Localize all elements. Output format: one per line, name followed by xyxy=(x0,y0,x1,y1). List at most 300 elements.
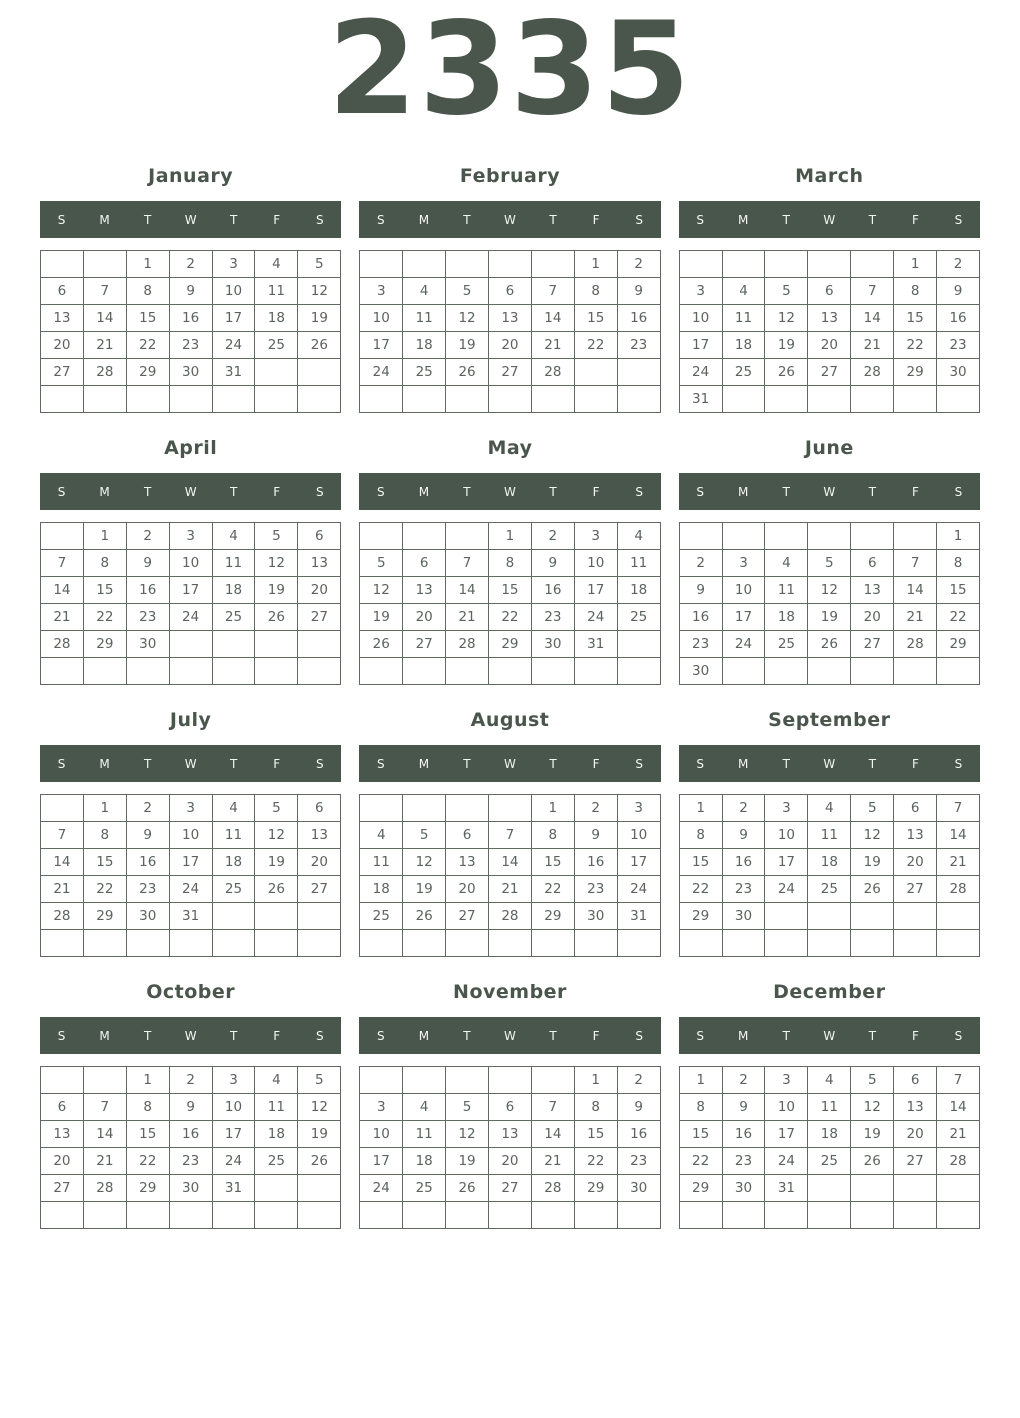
empty-day-cell xyxy=(617,386,660,413)
day-cell: 28 xyxy=(937,1148,980,1175)
week-row xyxy=(360,278,660,305)
week-row xyxy=(360,1067,660,1094)
day-cell: 13 xyxy=(894,1094,937,1121)
weekday-label: S xyxy=(315,212,324,227)
day-cell: 1 xyxy=(83,523,126,550)
weekday-label: S xyxy=(57,484,66,499)
day-cell: 14 xyxy=(851,305,894,332)
day-cell: 19 xyxy=(298,305,341,332)
day-cell: 22 xyxy=(83,604,126,631)
day-cell: 13 xyxy=(298,822,341,849)
weekday-label: T xyxy=(230,756,238,771)
day-cell: 19 xyxy=(255,849,298,876)
day-cell: 7 xyxy=(446,550,489,577)
day-cell: 8 xyxy=(574,278,617,305)
empty-day-cell xyxy=(360,386,403,413)
week-row xyxy=(679,822,979,849)
day-cell: 8 xyxy=(574,1094,617,1121)
empty-day-cell xyxy=(531,251,574,278)
empty-day-cell xyxy=(169,930,212,957)
week-row xyxy=(679,359,979,386)
empty-day-cell xyxy=(489,386,532,413)
day-cell: 9 xyxy=(722,822,765,849)
empty-day-cell xyxy=(255,631,298,658)
empty-day-cell xyxy=(894,930,937,957)
day-cell: 7 xyxy=(937,1067,980,1094)
month-day-grid xyxy=(679,250,980,413)
day-cell: 12 xyxy=(298,1094,341,1121)
week-row xyxy=(679,604,979,631)
day-cell: 11 xyxy=(808,1094,851,1121)
day-cell: 3 xyxy=(360,278,403,305)
weekday-label: S xyxy=(315,756,324,771)
day-cell: 23 xyxy=(574,876,617,903)
day-cell: 12 xyxy=(851,1094,894,1121)
weekday-label: F xyxy=(911,756,919,771)
empty-day-cell xyxy=(722,523,765,550)
weekday-label: S xyxy=(954,756,963,771)
month-day-grid xyxy=(359,794,660,957)
day-cell: 21 xyxy=(851,332,894,359)
empty-day-cell xyxy=(722,1202,765,1229)
day-cell: 10 xyxy=(765,1094,808,1121)
day-cell: 2 xyxy=(617,251,660,278)
day-cell: 11 xyxy=(765,577,808,604)
day-cell: 19 xyxy=(255,577,298,604)
weekday-label: T xyxy=(143,212,152,227)
empty-day-cell xyxy=(41,386,84,413)
weekday-label: S xyxy=(635,1028,643,1043)
weekday-label: S xyxy=(635,756,643,771)
empty-day-cell xyxy=(403,930,446,957)
empty-day-cell xyxy=(851,523,894,550)
day-cell: 28 xyxy=(531,1175,574,1202)
day-cell: 29 xyxy=(574,1175,617,1202)
day-cell: 10 xyxy=(574,550,617,577)
day-cell: 14 xyxy=(41,577,84,604)
year-title: 2335 xyxy=(327,0,693,144)
weekday-label: T xyxy=(868,1028,877,1043)
week-row xyxy=(41,359,341,386)
day-cell: 1 xyxy=(679,795,722,822)
day-cell: 12 xyxy=(255,822,298,849)
day-cell: 20 xyxy=(489,332,532,359)
day-cell: 27 xyxy=(446,903,489,930)
week-row xyxy=(679,795,979,822)
day-cell: 27 xyxy=(403,631,446,658)
week-row xyxy=(679,523,979,550)
empty-day-cell xyxy=(937,1175,980,1202)
day-cell: 22 xyxy=(83,876,126,903)
day-cell: 28 xyxy=(446,631,489,658)
week-row xyxy=(679,386,979,413)
weekday-label: W xyxy=(504,212,516,227)
empty-day-cell xyxy=(403,658,446,685)
month-title: June xyxy=(804,436,854,459)
week-row xyxy=(41,305,341,332)
day-cell: 24 xyxy=(765,1148,808,1175)
weekday-label: S xyxy=(315,1028,324,1043)
day-cell: 14 xyxy=(446,577,489,604)
day-cell: 8 xyxy=(126,1094,169,1121)
week-row xyxy=(360,386,660,413)
empty-day-cell xyxy=(894,523,937,550)
day-cell: 29 xyxy=(894,359,937,386)
empty-day-cell xyxy=(446,1202,489,1229)
weekday-label: T xyxy=(549,484,557,499)
month-title: September xyxy=(768,708,891,731)
day-cell: 17 xyxy=(722,604,765,631)
empty-day-cell xyxy=(722,658,765,685)
day-cell: 31 xyxy=(212,1175,255,1202)
day-cell: 16 xyxy=(937,305,980,332)
week-row xyxy=(360,930,660,957)
day-cell: 30 xyxy=(617,1175,660,1202)
empty-day-cell xyxy=(937,903,980,930)
day-cell: 4 xyxy=(255,251,298,278)
weekday-label: F xyxy=(273,1028,281,1043)
empty-day-cell xyxy=(765,251,808,278)
day-cell: 18 xyxy=(212,577,255,604)
day-cell: 14 xyxy=(489,849,532,876)
day-cell: 28 xyxy=(83,359,126,386)
day-cell: 21 xyxy=(531,1148,574,1175)
day-cell: 24 xyxy=(360,359,403,386)
weekday-label: S xyxy=(57,1028,66,1043)
empty-day-cell xyxy=(765,1202,808,1229)
day-cell: 18 xyxy=(255,305,298,332)
day-cell: 14 xyxy=(937,1094,980,1121)
empty-day-cell xyxy=(617,631,660,658)
day-cell: 18 xyxy=(765,604,808,631)
day-cell: 7 xyxy=(41,550,84,577)
day-cell: 3 xyxy=(574,523,617,550)
day-cell: 13 xyxy=(894,822,937,849)
day-cell: 25 xyxy=(360,903,403,930)
empty-day-cell xyxy=(255,658,298,685)
day-cell: 2 xyxy=(617,1067,660,1094)
month-september xyxy=(679,694,980,957)
empty-day-cell xyxy=(808,386,851,413)
day-cell: 16 xyxy=(169,1121,212,1148)
empty-day-cell xyxy=(298,631,341,658)
day-cell: 31 xyxy=(212,359,255,386)
day-cell: 17 xyxy=(679,332,722,359)
weekday-label: S xyxy=(696,212,704,227)
day-cell: 6 xyxy=(446,822,489,849)
empty-day-cell xyxy=(169,386,212,413)
day-cell: 15 xyxy=(83,849,126,876)
day-cell: 12 xyxy=(808,577,851,604)
day-cell: 4 xyxy=(212,795,255,822)
week-row xyxy=(679,305,979,332)
day-cell: 20 xyxy=(41,332,84,359)
day-cell: 16 xyxy=(126,577,169,604)
day-cell: 9 xyxy=(679,577,722,604)
empty-day-cell xyxy=(531,658,574,685)
month-day-grid xyxy=(359,522,660,685)
day-cell: 23 xyxy=(937,332,980,359)
day-cell: 19 xyxy=(360,604,403,631)
day-cell: 13 xyxy=(41,1121,84,1148)
week-row xyxy=(41,1094,341,1121)
day-cell: 29 xyxy=(83,631,126,658)
day-cell: 26 xyxy=(255,604,298,631)
empty-day-cell xyxy=(403,386,446,413)
empty-day-cell xyxy=(298,359,341,386)
empty-day-cell xyxy=(255,386,298,413)
day-cell: 21 xyxy=(489,876,532,903)
day-cell: 25 xyxy=(808,1148,851,1175)
day-cell: 5 xyxy=(255,795,298,822)
day-cell: 26 xyxy=(255,876,298,903)
empty-day-cell xyxy=(679,930,722,957)
weekday-header-row xyxy=(359,473,660,510)
day-cell: 22 xyxy=(126,332,169,359)
empty-day-cell xyxy=(851,386,894,413)
day-cell: 1 xyxy=(574,251,617,278)
day-cell: 30 xyxy=(169,359,212,386)
empty-day-cell xyxy=(41,658,84,685)
week-row xyxy=(41,876,341,903)
month-day-grid xyxy=(359,250,660,413)
day-cell: 3 xyxy=(169,795,212,822)
day-cell: 18 xyxy=(212,849,255,876)
weekday-label: T xyxy=(782,756,790,771)
week-row xyxy=(679,849,979,876)
weekday-label: T xyxy=(463,1028,471,1043)
weekday-label: W xyxy=(184,1028,197,1043)
day-cell: 15 xyxy=(83,577,126,604)
day-cell: 26 xyxy=(851,876,894,903)
empty-day-cell xyxy=(298,1175,341,1202)
day-cell: 1 xyxy=(531,795,574,822)
day-cell: 13 xyxy=(489,305,532,332)
day-cell: 18 xyxy=(617,577,660,604)
day-cell: 10 xyxy=(212,1094,255,1121)
month-day-grid xyxy=(679,522,980,685)
month-title: March xyxy=(795,164,864,187)
day-cell: 2 xyxy=(531,523,574,550)
empty-day-cell xyxy=(851,1175,894,1202)
day-cell: 4 xyxy=(808,1067,851,1094)
day-cell: 3 xyxy=(212,1067,255,1094)
day-cell: 28 xyxy=(531,359,574,386)
day-cell: 25 xyxy=(765,631,808,658)
weekday-header-row xyxy=(679,473,980,510)
weekday-label: M xyxy=(99,484,110,499)
day-cell: 25 xyxy=(617,604,660,631)
day-cell: 5 xyxy=(403,822,446,849)
day-cell: 17 xyxy=(169,849,212,876)
week-row xyxy=(360,604,660,631)
day-cell: 16 xyxy=(617,1121,660,1148)
day-cell: 30 xyxy=(722,1175,765,1202)
weekday-label: W xyxy=(823,484,836,499)
empty-day-cell xyxy=(679,1202,722,1229)
weekday-label: M xyxy=(99,1028,110,1043)
day-cell: 28 xyxy=(894,631,937,658)
empty-day-cell xyxy=(617,359,660,386)
day-cell: 9 xyxy=(937,278,980,305)
week-row xyxy=(41,332,341,359)
day-cell: 12 xyxy=(298,278,341,305)
empty-day-cell xyxy=(574,386,617,413)
day-cell: 15 xyxy=(574,305,617,332)
day-cell: 4 xyxy=(765,550,808,577)
day-cell: 9 xyxy=(722,1094,765,1121)
day-cell: 28 xyxy=(41,631,84,658)
day-cell: 27 xyxy=(41,359,84,386)
day-cell: 21 xyxy=(41,876,84,903)
day-cell: 11 xyxy=(255,1094,298,1121)
empty-day-cell xyxy=(808,1175,851,1202)
empty-day-cell xyxy=(679,251,722,278)
weekday-label: T xyxy=(549,1028,557,1043)
day-cell: 22 xyxy=(489,604,532,631)
day-cell: 26 xyxy=(360,631,403,658)
day-cell: 16 xyxy=(126,849,169,876)
month-november xyxy=(359,966,660,1229)
day-cell: 30 xyxy=(722,903,765,930)
weekday-label: W xyxy=(823,212,836,227)
day-cell: 6 xyxy=(851,550,894,577)
empty-day-cell xyxy=(937,386,980,413)
weekday-label: S xyxy=(377,756,385,771)
day-cell: 9 xyxy=(617,1094,660,1121)
empty-day-cell xyxy=(489,930,532,957)
empty-day-cell xyxy=(126,1202,169,1229)
weekday-label: M xyxy=(738,1028,749,1043)
empty-day-cell xyxy=(894,903,937,930)
empty-day-cell xyxy=(808,930,851,957)
weekday-label: W xyxy=(184,212,197,227)
empty-day-cell xyxy=(255,903,298,930)
months-grid xyxy=(0,150,1020,1229)
weekday-label: M xyxy=(738,212,749,227)
day-cell: 27 xyxy=(489,1175,532,1202)
day-cell: 6 xyxy=(894,795,937,822)
week-row xyxy=(41,1175,341,1202)
day-cell: 20 xyxy=(41,1148,84,1175)
empty-day-cell xyxy=(808,1202,851,1229)
day-cell: 19 xyxy=(808,604,851,631)
day-cell: 3 xyxy=(169,523,212,550)
day-cell: 10 xyxy=(617,822,660,849)
empty-day-cell xyxy=(489,251,532,278)
weekday-label: S xyxy=(377,1028,385,1043)
empty-day-cell xyxy=(298,386,341,413)
empty-day-cell xyxy=(212,658,255,685)
day-cell: 6 xyxy=(489,1094,532,1121)
empty-day-cell xyxy=(446,658,489,685)
week-row xyxy=(679,278,979,305)
day-cell: 20 xyxy=(446,876,489,903)
week-row xyxy=(360,903,660,930)
week-row xyxy=(41,658,341,685)
day-cell: 24 xyxy=(212,1148,255,1175)
day-cell: 6 xyxy=(894,1067,937,1094)
day-cell: 26 xyxy=(298,1148,341,1175)
day-cell: 23 xyxy=(169,332,212,359)
day-cell: 13 xyxy=(446,849,489,876)
day-cell: 9 xyxy=(126,822,169,849)
day-cell: 31 xyxy=(765,1175,808,1202)
day-cell: 12 xyxy=(255,550,298,577)
empty-day-cell xyxy=(531,386,574,413)
weekday-label: T xyxy=(230,1028,238,1043)
week-row xyxy=(360,876,660,903)
weekday-label: S xyxy=(954,212,963,227)
day-cell: 18 xyxy=(403,332,446,359)
day-cell: 17 xyxy=(765,849,808,876)
weekday-label: F xyxy=(273,756,281,771)
day-cell: 23 xyxy=(617,1148,660,1175)
day-cell: 6 xyxy=(808,278,851,305)
month-october xyxy=(40,966,341,1229)
day-cell: 23 xyxy=(126,604,169,631)
day-cell: 30 xyxy=(126,903,169,930)
week-row xyxy=(360,523,660,550)
day-cell: 11 xyxy=(722,305,765,332)
empty-day-cell xyxy=(765,658,808,685)
weekday-label: M xyxy=(738,756,749,771)
day-cell: 15 xyxy=(574,1121,617,1148)
empty-day-cell xyxy=(617,1202,660,1229)
day-cell: 18 xyxy=(255,1121,298,1148)
day-cell: 17 xyxy=(169,577,212,604)
day-cell: 16 xyxy=(531,577,574,604)
day-cell: 24 xyxy=(169,876,212,903)
day-cell: 21 xyxy=(41,604,84,631)
day-cell: 1 xyxy=(574,1067,617,1094)
day-cell: 4 xyxy=(403,278,446,305)
day-cell: 23 xyxy=(169,1148,212,1175)
week-row xyxy=(360,550,660,577)
day-cell: 22 xyxy=(894,332,937,359)
day-cell: 4 xyxy=(255,1067,298,1094)
day-cell: 29 xyxy=(937,631,980,658)
day-cell: 24 xyxy=(722,631,765,658)
week-row xyxy=(41,577,341,604)
day-cell: 17 xyxy=(212,305,255,332)
weekday-label: S xyxy=(377,484,385,499)
day-cell: 2 xyxy=(126,795,169,822)
day-cell: 29 xyxy=(126,1175,169,1202)
day-cell: 9 xyxy=(617,278,660,305)
empty-day-cell xyxy=(531,930,574,957)
day-cell: 16 xyxy=(617,305,660,332)
day-cell: 17 xyxy=(574,577,617,604)
day-cell: 7 xyxy=(489,822,532,849)
empty-day-cell xyxy=(212,631,255,658)
day-cell: 9 xyxy=(169,278,212,305)
day-cell: 20 xyxy=(298,849,341,876)
day-cell: 6 xyxy=(41,278,84,305)
day-cell: 25 xyxy=(212,876,255,903)
day-cell: 12 xyxy=(446,305,489,332)
weekday-label: T xyxy=(463,212,471,227)
empty-day-cell xyxy=(894,386,937,413)
month-title: November xyxy=(453,980,567,1003)
day-cell: 20 xyxy=(851,604,894,631)
day-cell: 29 xyxy=(83,903,126,930)
empty-day-cell xyxy=(41,795,84,822)
day-cell: 1 xyxy=(894,251,937,278)
day-cell: 6 xyxy=(489,278,532,305)
empty-day-cell xyxy=(937,1202,980,1229)
week-row xyxy=(679,876,979,903)
